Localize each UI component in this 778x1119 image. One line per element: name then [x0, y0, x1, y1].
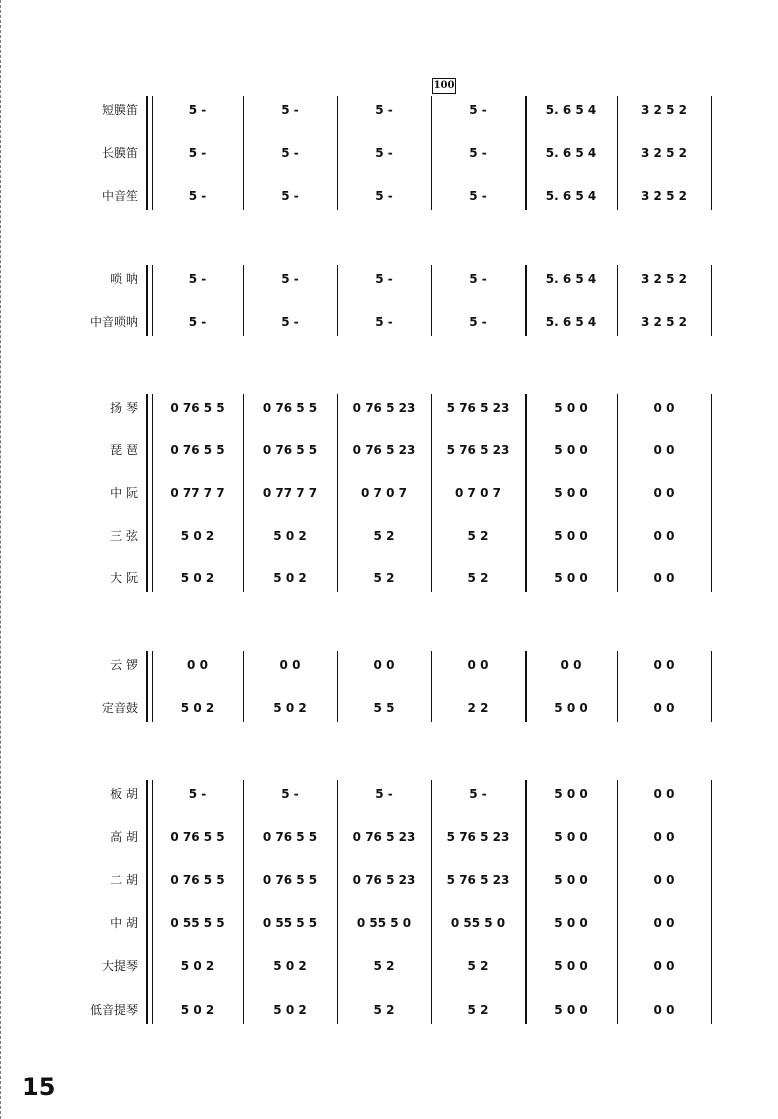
- measure-cell: [621, 570, 707, 586]
- barline: [711, 96, 712, 210]
- measure-notes: 5 -: [281, 787, 299, 801]
- instrument-label: 低音提琴: [89, 1003, 138, 1017]
- measure-cell: [156, 915, 239, 931]
- measure-notes: 0 76 5 5: [262, 830, 318, 844]
- measure-notes: 5 0 2: [180, 1003, 215, 1017]
- measure-cell: [435, 657, 521, 673]
- measure-notes: 5 0 0: [554, 1003, 588, 1017]
- measure-cell: [247, 188, 333, 204]
- measure-cell: [247, 657, 333, 673]
- measure-notes: 0 76 5 5: [170, 873, 225, 887]
- barline: [337, 780, 338, 1024]
- measure-cell: [435, 915, 521, 931]
- measure-notes: 5. 6 5 4: [545, 315, 597, 329]
- measure-notes: 5 -: [188, 315, 207, 329]
- barline: [243, 780, 244, 1024]
- barline: [525, 265, 527, 336]
- measure-notes: 0 0: [653, 401, 675, 415]
- measure-notes: 5 -: [469, 787, 487, 801]
- measure-cell: [529, 528, 613, 544]
- measure-cell: [156, 570, 239, 586]
- measure-cell: [621, 314, 707, 330]
- measure-cell: [529, 829, 613, 845]
- barline: [617, 265, 618, 336]
- measure-notes: 5 0 0: [554, 701, 588, 715]
- measure-cell: [529, 102, 613, 118]
- measure-notes: 0 0: [653, 571, 675, 585]
- measure-notes: 5 2: [467, 959, 489, 973]
- instrument-label: 三 弦: [110, 529, 138, 543]
- measure-notes: 0 0: [653, 830, 675, 844]
- measure-notes: 5 -: [375, 146, 393, 160]
- barline: [243, 651, 244, 722]
- measure-notes: 0 0: [653, 529, 675, 543]
- measure-notes: 0 76 5 23: [352, 443, 416, 457]
- instrument-label: 板 胡: [110, 787, 138, 801]
- measure-cell: [247, 958, 333, 974]
- measure-cell: [156, 145, 239, 161]
- measure-cell: [247, 1002, 333, 1018]
- measure-notes: 0 0: [653, 787, 675, 801]
- measure-cell: [341, 188, 427, 204]
- measure-cell: [529, 314, 613, 330]
- measure-notes: 5. 6 5 4: [545, 189, 597, 203]
- barline: [152, 394, 153, 592]
- measure-cell: [529, 271, 613, 287]
- measure-notes: 5 76 5 23: [446, 873, 510, 887]
- measure-cell: [156, 271, 239, 287]
- measure-notes: 5 -: [188, 189, 207, 203]
- measure-notes: 5 0 2: [180, 701, 215, 715]
- measure-cell: [156, 442, 239, 458]
- group-bracket: [146, 96, 148, 210]
- measure-cell: [247, 102, 333, 118]
- measure-notes: 3 2 5 2: [641, 146, 687, 160]
- measure-notes: 5 0 0: [554, 529, 588, 543]
- instrument-label: 云 锣: [110, 658, 138, 672]
- group-bracket: [146, 265, 148, 336]
- measure-cell: [341, 442, 427, 458]
- page-edge: [0, 0, 2, 1119]
- instrument-label: 大 阮: [110, 571, 138, 585]
- barline: [337, 394, 338, 592]
- measure-notes: 5 -: [469, 146, 487, 160]
- barline: [152, 265, 153, 336]
- measure-notes: 5 -: [281, 103, 299, 117]
- barline: [152, 780, 153, 1024]
- measure-cell: [435, 400, 521, 416]
- measure-cell: [529, 188, 613, 204]
- measure-notes: 5 -: [281, 146, 299, 160]
- barline: [431, 394, 432, 592]
- measure-cell: [621, 958, 707, 974]
- barline: [525, 394, 527, 592]
- measure-notes: 5 2: [467, 529, 489, 543]
- measure-notes: 5 -: [375, 189, 393, 203]
- barline: [711, 265, 712, 336]
- measure-notes: 0 76 5 23: [352, 401, 416, 415]
- measure-notes: 5 -: [469, 315, 487, 329]
- measure-notes: 5. 6 5 4: [545, 103, 597, 117]
- measure-notes: 5 0 2: [273, 701, 307, 715]
- measure-notes: 0 76 5 5: [170, 401, 225, 415]
- measure-notes: 0 7 0 7: [455, 486, 501, 500]
- measure-cell: [529, 1002, 613, 1018]
- measure-cell: [621, 102, 707, 118]
- measure-notes: 5 76 5 23: [446, 443, 510, 457]
- measure-notes: 5. 6 5 4: [545, 272, 597, 286]
- measure-cell: [156, 102, 239, 118]
- measure-notes: 0 0: [653, 443, 675, 457]
- barline: [431, 651, 432, 722]
- measure-notes: 0 55 5 0: [356, 916, 412, 930]
- measure-cell: [435, 786, 521, 802]
- instrument-label: 中 阮: [110, 486, 138, 500]
- measure-cell: [435, 271, 521, 287]
- group-bracket: [146, 780, 148, 1024]
- instrument-label: 中 胡: [110, 916, 138, 930]
- measure-notes: 0 76 5 5: [262, 873, 318, 887]
- measure-notes: 3 2 5 2: [641, 103, 687, 117]
- measure-cell: [435, 442, 521, 458]
- barline: [525, 780, 527, 1024]
- measure-notes: 5 0 0: [554, 873, 588, 887]
- rehearsal-mark: 100: [432, 78, 456, 94]
- measure-cell: [621, 657, 707, 673]
- measure-cell: [435, 872, 521, 888]
- measure-cell: [529, 786, 613, 802]
- measure-cell: [621, 1002, 707, 1018]
- measure-cell: [341, 528, 427, 544]
- measure-notes: 5 0 2: [273, 959, 307, 973]
- measure-notes: 5 76 5 23: [446, 401, 510, 415]
- measure-cell: [247, 915, 333, 931]
- measure-cell: [156, 786, 239, 802]
- measure-notes: 0 7 0 7: [361, 486, 407, 500]
- barline: [152, 651, 153, 722]
- measure-cell: [156, 829, 239, 845]
- measure-cell: [247, 314, 333, 330]
- measure-cell: [156, 528, 239, 544]
- measure-notes: 0 77 7 7: [262, 486, 318, 500]
- measure-notes: 2 2: [467, 701, 489, 715]
- measure-notes: 5 0 0: [554, 787, 588, 801]
- measure-cell: [341, 829, 427, 845]
- instrument-label: 二 胡: [110, 873, 138, 887]
- measure-notes: 0 76 5 5: [262, 443, 318, 457]
- group-bracket: [146, 394, 148, 592]
- measure-cell: [529, 958, 613, 974]
- barline: [711, 651, 712, 722]
- measure-notes: 0 0: [279, 658, 301, 672]
- measure-cell: [247, 145, 333, 161]
- measure-cell: [341, 271, 427, 287]
- instrument-label: 短膜笛: [101, 103, 138, 117]
- measure-notes: 5 -: [375, 315, 393, 329]
- barline: [337, 651, 338, 722]
- measure-notes: 5 0 0: [554, 571, 588, 585]
- measure-cell: [341, 700, 427, 716]
- instrument-label: 长膜笛: [101, 146, 138, 160]
- measure-cell: [529, 442, 613, 458]
- measure-notes: 0 0: [560, 658, 582, 672]
- measure-cell: [247, 872, 333, 888]
- measure-notes: 0 55 5 0: [450, 916, 506, 930]
- measure-cell: [247, 528, 333, 544]
- measure-cell: [341, 102, 427, 118]
- barline: [431, 265, 432, 336]
- barline: [617, 651, 618, 722]
- measure-cell: [156, 657, 239, 673]
- measure-notes: 0 0: [187, 658, 208, 672]
- measure-cell: [621, 786, 707, 802]
- instrument-label: 中音唢呐: [89, 315, 138, 329]
- measure-notes: 0 76 5 23: [352, 873, 416, 887]
- measure-cell: [341, 145, 427, 161]
- measure-notes: 0 77 7 7: [170, 486, 225, 500]
- measure-notes: 5 -: [188, 103, 207, 117]
- barline: [431, 780, 432, 1024]
- measure-cell: [529, 570, 613, 586]
- measure-notes: 3 2 5 2: [641, 315, 687, 329]
- measure-cell: [435, 314, 521, 330]
- barline: [617, 394, 618, 592]
- barline: [243, 265, 244, 336]
- measure-notes: 5 0 0: [554, 443, 588, 457]
- measure-cell: [247, 829, 333, 845]
- measure-notes: 0 0: [653, 658, 675, 672]
- measure-notes: 5 -: [188, 146, 207, 160]
- measure-cell: [247, 400, 333, 416]
- measure-notes: 0 55 5 5: [262, 916, 318, 930]
- page-number: 15: [22, 1073, 56, 1101]
- measure-cell: [529, 915, 613, 931]
- instrument-label: 琵 琶: [110, 443, 138, 457]
- measure-notes: 5 -: [188, 272, 207, 286]
- measure-notes: 5 2: [373, 529, 395, 543]
- barline: [525, 651, 527, 722]
- measure-cell: [529, 700, 613, 716]
- measure-notes: 5 2: [467, 1003, 489, 1017]
- measure-notes: 0 0: [653, 873, 675, 887]
- instrument-label: 定音鼓: [101, 701, 138, 715]
- measure-cell: [621, 188, 707, 204]
- instrument-label: 高 胡: [110, 830, 138, 844]
- barline: [525, 96, 527, 210]
- measure-notes: 5 0 2: [273, 571, 307, 585]
- barline: [711, 780, 712, 1024]
- measure-notes: 5 0 2: [273, 1003, 307, 1017]
- instrument-label: 中音笙: [101, 189, 138, 203]
- measure-cell: [435, 188, 521, 204]
- measure-notes: 5 -: [281, 189, 299, 203]
- measure-cell: [435, 528, 521, 544]
- measure-notes: 0 0: [467, 658, 489, 672]
- measure-cell: [529, 872, 613, 888]
- measure-cell: [247, 485, 333, 501]
- measure-cell: [435, 829, 521, 845]
- measure-cell: [247, 570, 333, 586]
- measure-cell: [529, 400, 613, 416]
- measure-notes: 3 2 5 2: [641, 272, 687, 286]
- measure-notes: 5 -: [469, 103, 487, 117]
- measure-notes: 0 0: [653, 1003, 675, 1017]
- measure-notes: 5 2: [373, 959, 395, 973]
- measure-notes: 5 -: [281, 272, 299, 286]
- measure-cell: [435, 958, 521, 974]
- instrument-label: 唢 呐: [110, 272, 138, 286]
- instrument-label: 大提琴: [101, 959, 138, 973]
- measure-cell: [341, 485, 427, 501]
- measure-notes: 5 0 2: [180, 959, 215, 973]
- measure-cell: [247, 786, 333, 802]
- measure-cell: [621, 485, 707, 501]
- measure-cell: [341, 657, 427, 673]
- measure-notes: 5 0 0: [554, 959, 588, 973]
- measure-notes: 5 -: [281, 315, 299, 329]
- measure-notes: 5 -: [375, 787, 393, 801]
- measure-cell: [341, 1002, 427, 1018]
- measure-cell: [435, 145, 521, 161]
- measure-cell: [341, 400, 427, 416]
- measure-cell: [529, 145, 613, 161]
- measure-cell: [156, 485, 239, 501]
- measure-cell: [621, 271, 707, 287]
- measure-cell: [435, 102, 521, 118]
- measure-cell: [341, 314, 427, 330]
- measure-cell: [621, 528, 707, 544]
- measure-notes: 5. 6 5 4: [545, 146, 597, 160]
- measure-cell: [341, 872, 427, 888]
- measure-notes: 0 0: [653, 701, 675, 715]
- measure-notes: 5 -: [469, 189, 487, 203]
- barline: [711, 394, 712, 592]
- measure-cell: [435, 700, 521, 716]
- measure-notes: 5 0 0: [554, 486, 588, 500]
- measure-cell: [156, 1002, 239, 1018]
- measure-notes: 0 76 5 5: [170, 830, 225, 844]
- measure-cell: [529, 485, 613, 501]
- instrument-label: 扬 琴: [110, 401, 138, 415]
- barline: [243, 394, 244, 592]
- measure-notes: 5 2: [373, 571, 395, 585]
- measure-notes: 0 0: [653, 916, 675, 930]
- measure-cell: [621, 145, 707, 161]
- measure-notes: 3 2 5 2: [641, 189, 687, 203]
- measure-notes: 5 0 0: [554, 916, 588, 930]
- barline: [617, 780, 618, 1024]
- measure-cell: [247, 271, 333, 287]
- measure-notes: 5 0 0: [554, 401, 588, 415]
- measure-cell: [156, 700, 239, 716]
- measure-cell: [156, 400, 239, 416]
- measure-cell: [247, 700, 333, 716]
- measure-cell: [435, 1002, 521, 1018]
- measure-notes: 5 -: [188, 787, 207, 801]
- measure-cell: [435, 485, 521, 501]
- barline: [152, 96, 153, 210]
- measure-notes: 5 -: [375, 103, 393, 117]
- measure-cell: [341, 786, 427, 802]
- measure-cell: [341, 570, 427, 586]
- measure-cell: [621, 829, 707, 845]
- barline: [243, 96, 244, 210]
- group-bracket: [146, 651, 148, 722]
- measure-notes: 0 55 5 5: [170, 916, 225, 930]
- measure-notes: 0 0: [373, 658, 395, 672]
- measure-notes: 5 76 5 23: [446, 830, 510, 844]
- measure-cell: [156, 872, 239, 888]
- measure-cell: [341, 915, 427, 931]
- measure-notes: 5 0 2: [273, 529, 307, 543]
- measure-cell: [247, 442, 333, 458]
- measure-cell: [621, 872, 707, 888]
- measure-notes: 5 -: [375, 272, 393, 286]
- measure-notes: 5 0 2: [180, 571, 215, 585]
- measure-notes: 5 0 0: [554, 830, 588, 844]
- measure-notes: 0 76 5 23: [352, 830, 416, 844]
- measure-cell: [621, 442, 707, 458]
- measure-notes: 5 2: [373, 1003, 395, 1017]
- measure-cell: [529, 657, 613, 673]
- measure-notes: 5 -: [469, 272, 487, 286]
- barline: [617, 96, 618, 210]
- barline: [431, 96, 432, 210]
- measure-cell: [621, 400, 707, 416]
- barline: [337, 96, 338, 210]
- measure-notes: 0 0: [653, 486, 675, 500]
- measure-cell: [621, 700, 707, 716]
- measure-cell: [621, 915, 707, 931]
- measure-cell: [156, 188, 239, 204]
- measure-cell: [156, 314, 239, 330]
- measure-cell: [435, 570, 521, 586]
- measure-notes: 0 76 5 5: [262, 401, 318, 415]
- measure-notes: 0 76 5 5: [170, 443, 225, 457]
- measure-cell: [341, 958, 427, 974]
- barline: [337, 265, 338, 336]
- measure-notes: 5 2: [467, 571, 489, 585]
- measure-notes: 0 0: [653, 959, 675, 973]
- measure-cell: [156, 958, 239, 974]
- measure-notes: 5 0 2: [180, 529, 215, 543]
- measure-notes: 5 5: [373, 701, 395, 715]
